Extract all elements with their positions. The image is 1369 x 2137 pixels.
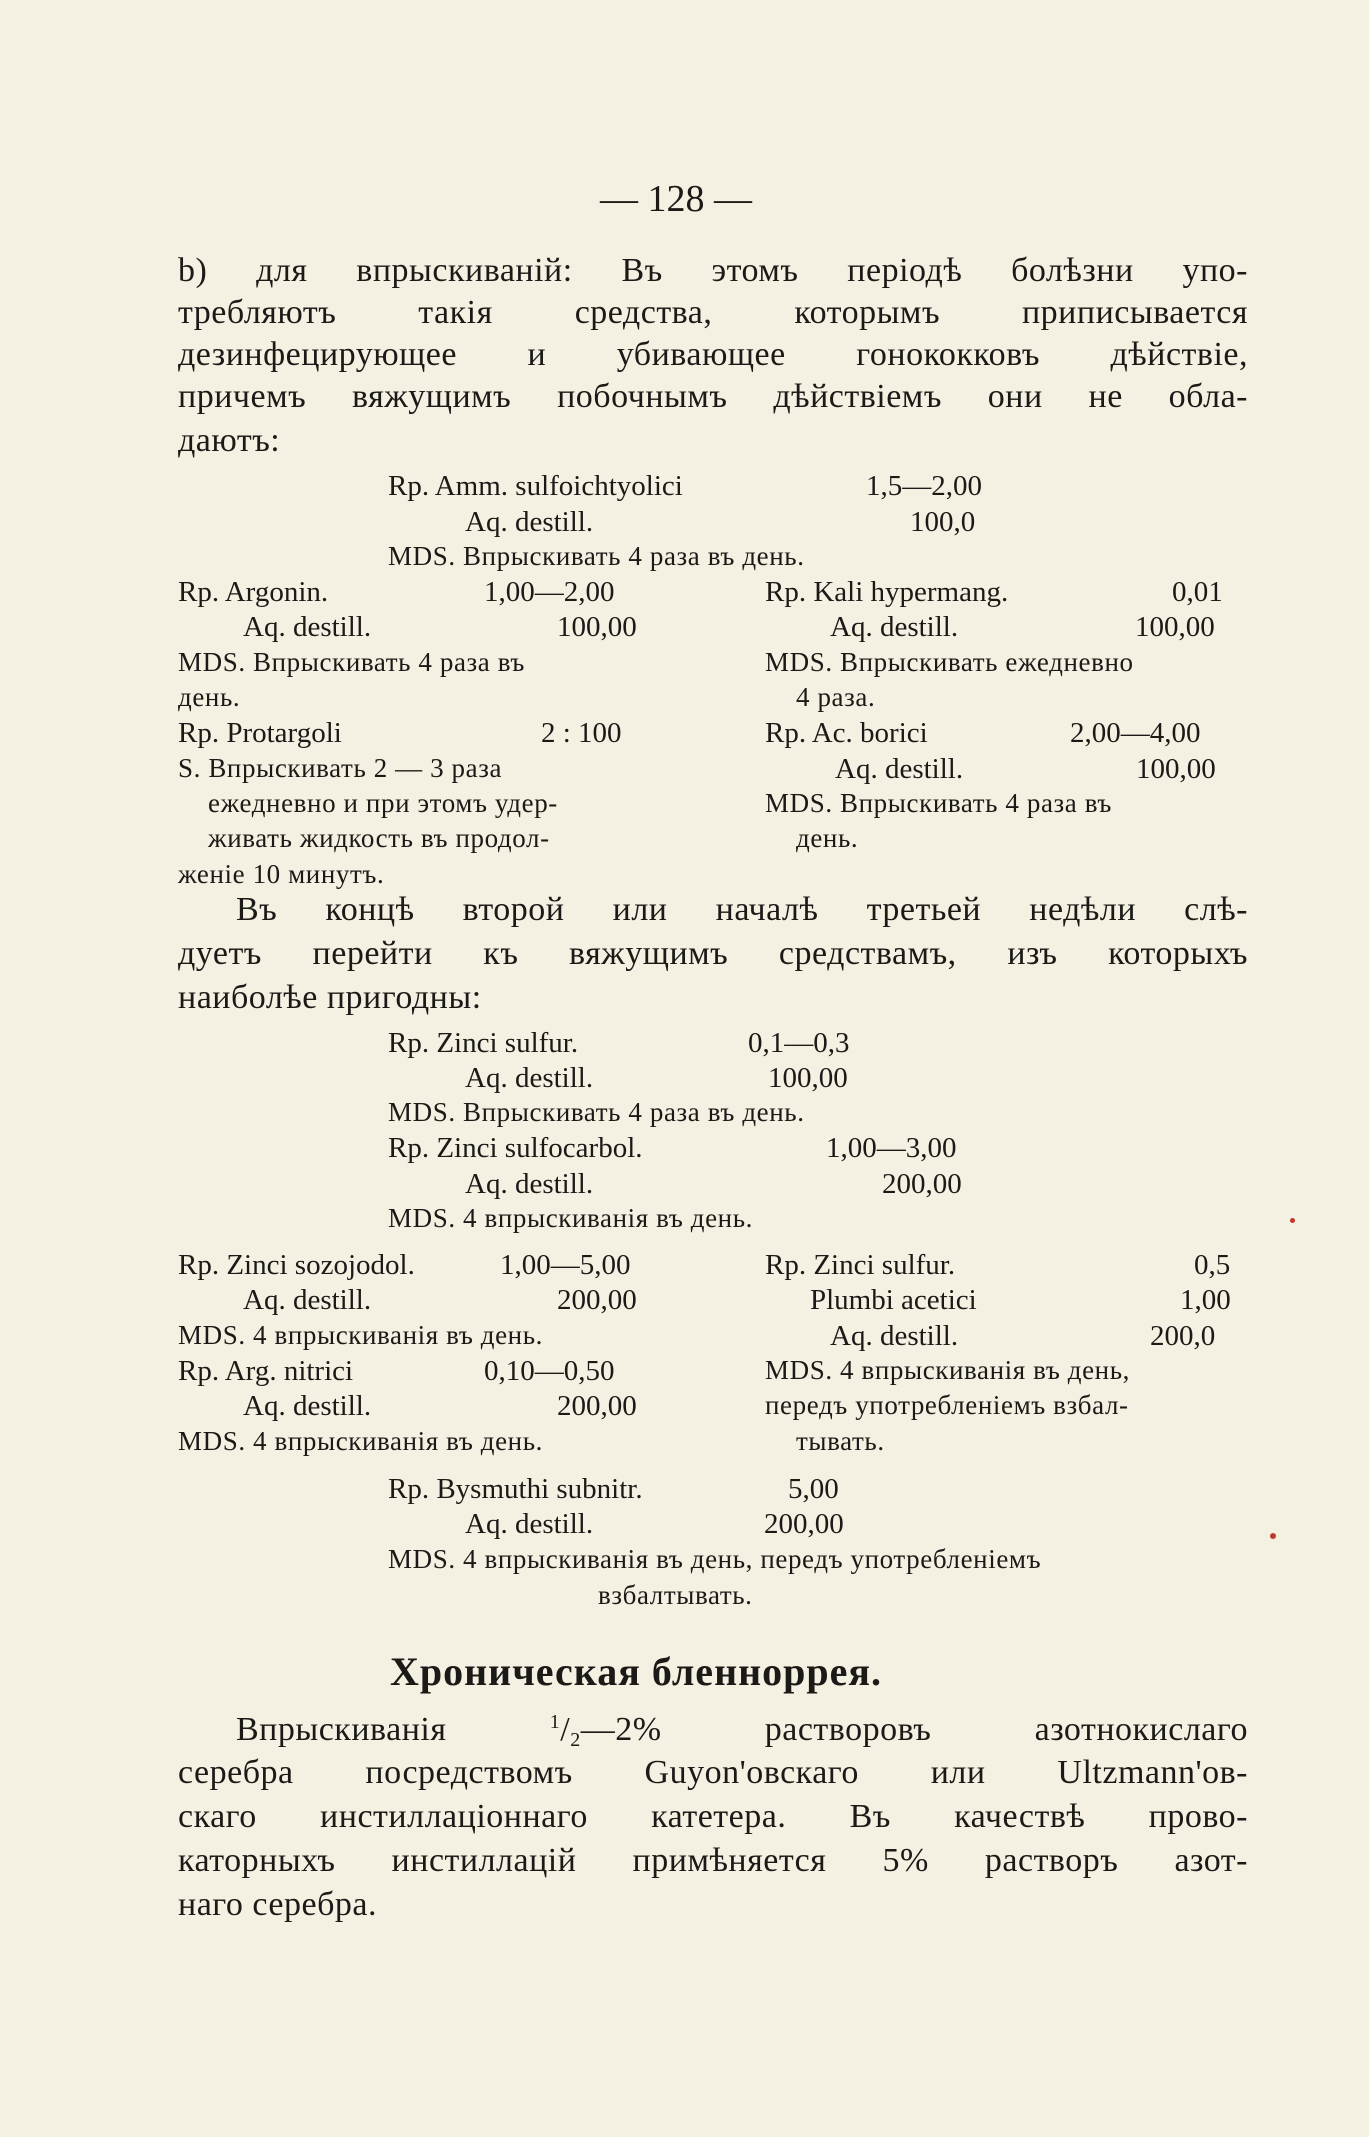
chronic-line-1-start: Впрыскиванія <box>236 1711 550 1748</box>
rx2-drug-4: Aq. destill. <box>465 1168 594 1200</box>
rxA-left-drug-2: Aq. destill. <box>243 611 372 643</box>
rx2-dose-1: 0,1—0,3 <box>748 1027 850 1059</box>
ink-spot <box>1290 1218 1295 1223</box>
rx2-drug-3: Rp. Zinci sulfocarbol. <box>388 1132 643 1164</box>
rxA-right-dose-1: 0,01 <box>1172 576 1223 608</box>
rxB-right-signa-1: MDS. 4 впрыскиванія въ день, <box>765 1355 1130 1385</box>
rx3-drug-2: Aq. destill. <box>465 1508 594 1540</box>
rx1-line-1-drug: Rp. Amm. sulfoichtyolici <box>388 470 683 502</box>
rxB-left-signa-1: MDS. 4 впрыскиванія въ день. <box>178 1320 543 1350</box>
chronic-line-4: каторныхъ инстиллацій примѣняется 5% растворъ азот- <box>178 1842 1248 1879</box>
rx2-dose-4: 200,00 <box>882 1168 962 1200</box>
middle-line-2: дуетъ перейти къ вяжущимъ средствамъ, изъ которыхъ <box>178 935 1248 972</box>
rxB-right-drug-2: Plumbi acetici <box>810 1284 977 1316</box>
rxA-right-signa-3: MDS. Впрыскивать 4 раза въ <box>765 788 1112 818</box>
rxB-right-dose-3: 200,0 <box>1150 1320 1216 1352</box>
chronic-line-5: наго серебра. <box>178 1886 377 1923</box>
rxB-right-signa-3: тывать. <box>796 1426 885 1456</box>
rxA-left-drug-3: Rp. Protargoli <box>178 717 342 749</box>
rx3-signa-1: MDS. 4 впрыскиванія въ день, передъ употребленіемъ <box>388 1544 1042 1574</box>
rx2-dose-3: 1,00—3,00 <box>826 1132 957 1164</box>
rx3-drug-1: Rp. Bysmuthi subnitr. <box>388 1473 643 1505</box>
rx1-signa: MDS. Впрыскивать 4 раза въ день. <box>388 541 805 571</box>
section-title: Хроническая бленноррея. <box>390 1649 883 1694</box>
fraction-denominator: 2 <box>570 1729 581 1751</box>
intro-line-4: причемъ вяжущимъ побочнымъ дѣйствіемъ они не обла- <box>178 378 1248 415</box>
intro-line-3: дезинфецирующее и убивающее гонококковъ дѣйствіе, <box>178 336 1248 373</box>
rxA-left-signa-6: женіе 10 минутъ. <box>178 859 385 889</box>
rxB-right-signa-2: передъ употребленіемъ взбал- <box>765 1390 1129 1420</box>
intro-line-1: b) для впрыскиваній: Въ этомъ періодѣ болѣзни упо- <box>178 252 1248 289</box>
rxB-left-drug-4: Aq. destill. <box>243 1390 372 1422</box>
rxA-left-signa-2: день. <box>178 682 241 712</box>
rxB-right-drug-3: Aq. destill. <box>830 1320 959 1352</box>
rxB-left-dose-2: 200,00 <box>557 1284 637 1316</box>
rxA-right-dose-3: 2,00—4,00 <box>1070 717 1201 749</box>
rxA-left-signa-4: ежедневно и при этомъ удер- <box>208 788 558 818</box>
rxB-right-drug-1: Rp. Zinci sulfur. <box>765 1249 956 1281</box>
rx2-signa-2: MDS. 4 впрыскиванія въ день. <box>388 1203 753 1233</box>
rx2-drug-1: Rp. Zinci sulfur. <box>388 1027 579 1059</box>
rx3-dose-2: 200,00 <box>764 1508 844 1540</box>
rx1-line-2-drug: Aq. destill. <box>465 506 594 538</box>
rxA-right-dose-4: 100,00 <box>1136 753 1216 785</box>
chronic-line-1: Впрыскиванія $^1/_2—2\%$ растворовъ азотнокислаго <box>236 1711 1248 1751</box>
rxA-left-dose-1: 1,00—2,00 <box>484 576 615 608</box>
middle-line-1: Въ концѣ второй или началѣ третьей недѣли слѣ- <box>236 891 1248 928</box>
rxB-right-dose-1: 0,5 <box>1194 1249 1231 1281</box>
rxA-left-dose-2: 100,00 <box>557 611 637 643</box>
rx1-line-2-dose: 100,0 <box>910 506 976 538</box>
rx2-signa-1: MDS. Впрыскивать 4 раза въ день. <box>388 1097 805 1127</box>
chronic-line-3: скаго инстиллаціоннаго катетера. Въ качествѣ прово- <box>178 1798 1248 1835</box>
rxA-left-signa-5: живать жидкость въ продол- <box>208 823 550 853</box>
chronic-line-1-end: —2% растворовъ азотнокислаго <box>580 1711 1248 1748</box>
rxB-left-signa-2: MDS. 4 впрыскиванія въ день. <box>178 1426 543 1456</box>
page-number: — 128 — <box>600 178 752 220</box>
rxB-left-drug-1: Rp. Zinci sozojodol. <box>178 1249 415 1281</box>
rxA-left-signa-3: S. Впрыскивать 2 — 3 раза <box>178 753 503 783</box>
rx2-dose-2: 100,00 <box>768 1062 848 1094</box>
middle-line-3: наиболѣе пригодны: <box>178 979 482 1016</box>
rxA-right-signa-2: 4 раза. <box>796 682 876 712</box>
rxB-left-dose-3: 0,10—0,50 <box>484 1355 615 1387</box>
rxB-left-dose-4: 200,00 <box>557 1390 637 1422</box>
rxB-left-drug-3: Rp. Arg. nitrici <box>178 1355 354 1387</box>
rx3-signa-2: взбалтывать. <box>598 1580 753 1610</box>
rxB-left-dose-1: 1,00—5,00 <box>500 1249 631 1281</box>
intro-line-5: даютъ: <box>178 422 281 459</box>
rxA-right-dose-2: 100,00 <box>1135 611 1215 643</box>
rxA-right-drug-1: Rp. Kali hypermang. <box>765 576 1009 608</box>
ink-spot <box>1270 1533 1276 1539</box>
fraction-numerator: 1 <box>549 1711 561 1733</box>
rxA-right-drug-4: Aq. destill. <box>835 753 964 785</box>
rxB-left-drug-2: Aq. destill. <box>243 1284 372 1316</box>
rxA-left-drug-1: Rp. Argonin. <box>178 576 329 608</box>
intro-line-2: требляютъ такія средства, которымъ приписывается <box>178 294 1248 331</box>
rxA-left-dose-3: 2 : 100 <box>541 717 622 749</box>
rx1-line-1-dose: 1,5—2,00 <box>866 470 982 502</box>
rxA-left-signa-1: MDS. Впрыскивать 4 раза въ <box>178 647 525 677</box>
rxA-right-signa-1: MDS. Впрыскивать ежедневно <box>765 647 1134 677</box>
rx3-dose-1: 5,00 <box>788 1473 839 1505</box>
rxA-right-drug-3: Rp. Ac. borici <box>765 717 928 749</box>
rxA-right-signa-4: день. <box>796 823 859 853</box>
rx2-drug-2: Aq. destill. <box>465 1062 594 1094</box>
rxA-right-drug-2: Aq. destill. <box>830 611 959 643</box>
chronic-line-2: серебра посредствомъ Guyon'овскаго или Ultzmann'ов- <box>178 1754 1248 1791</box>
rxB-right-dose-2: 1,00 <box>1180 1284 1231 1316</box>
